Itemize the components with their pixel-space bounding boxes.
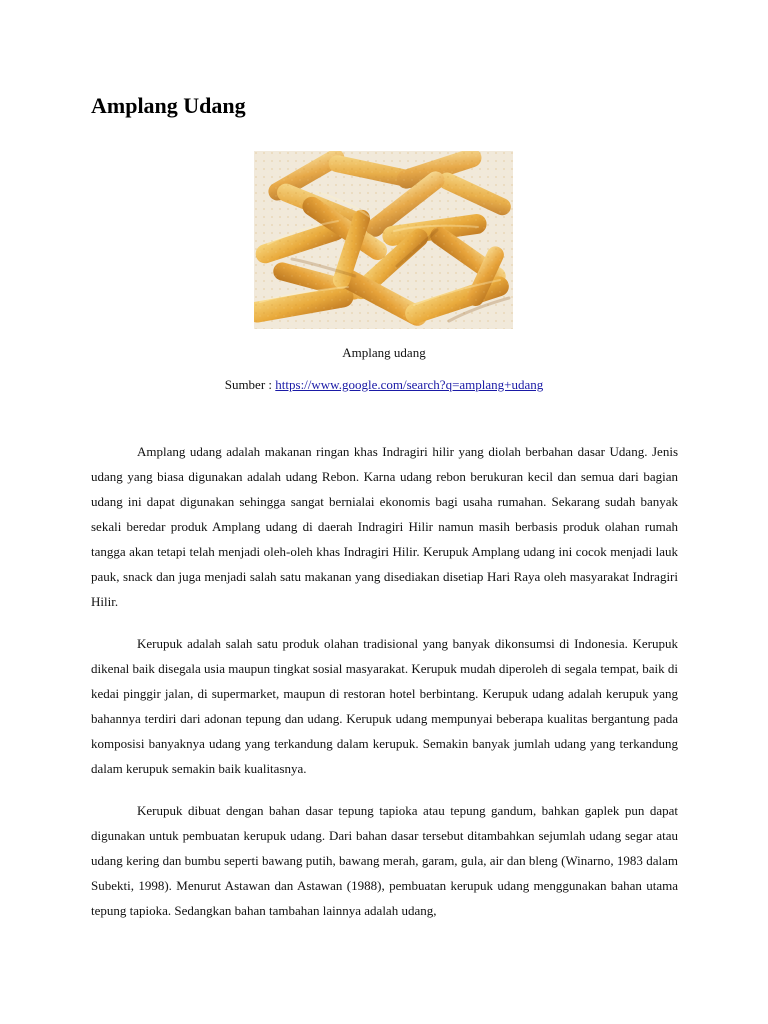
paragraph-2: Kerupuk adalah salah satu produk olahan tradisional yang banyak dikonsumsi di Indonesia. Kerupuk dikenal baik disegala usia maupun tingkat sosial masyarakat. Kerupuk mudah diperoleh di segala tempat, baik di kedai pinggir jalan, di supermarket, maupun di restoran hotel berbintang. Kerupuk udang adalah kerupuk yang bahannya terdiri dari adonan tepung dan udang. Kerupuk udang mempunyai beberapa kualitas bergantung pada komposisi banyaknya udang yang terkandung dalam kerupuk. Semakin banyak jumlah udang yang terkandung dalam kerupuk semakin baik kualitasnya.	[91, 636, 678, 776]
figure-source	[0, 376, 768, 394]
document-title: Amplang Udang	[91, 93, 246, 118]
amplang-photo	[254, 151, 513, 329]
source-label: Sumber :	[224, 377, 276, 392]
body-text	[91, 439, 678, 940]
paragraph-3: Kerupuk dibuat dengan bahan dasar tepung tapioka atau tepung gandum, bahkan gaplek pun dapat digunakan untuk pembuatan kerupuk udang. Dari bahan dasar tersebut ditambahkan sejumlah udang segar atau udang kering dan bumbu seperti bawang putih, bawang merah, garam, gula, air dan bleng (Winarno, 1983 dalam Subekti, 1998). Menurut Astawan dan Astawan (1988), pembuatan kerupuk udang menggunakan bahan utama tepung tapioka. Sedangkan bahan tambahan lainnya adalah udang,	[91, 803, 678, 918]
amplang-photo-illustration	[254, 151, 513, 329]
paragraph-1: Amplang udang adalah makanan ringan khas Indragiri hilir yang diolah berbahan dasar Udang. Jenis udang yang biasa digunakan adalah udang Rebon. Karna udang rebon berukuran kecil dan semua dari bagian udang ini dapat digunakan sehingga sangat bernialai ekonomis bagi usaha rumahan. Sekarang sudah banyak sekali beredar produk Amplang udang di daerah Indragiri Hilir namun masih berbasis produk olahan rumah tangga akan tetapi telah menjadi oleh-oleh khas Indragiri Hilir. Kerupuk Amplang udang ini cocok menjadi lauk pauk, snack dan juga menjadi salah satu makanan yang disediakan disetiap Hari Raya oleh masyarakat Indragiri Hilir.	[91, 444, 678, 609]
figure-caption: Amplang udang	[342, 345, 426, 360]
source-link[interactable]: https://www.google.com/search?q=amplang+udang	[275, 377, 544, 392]
